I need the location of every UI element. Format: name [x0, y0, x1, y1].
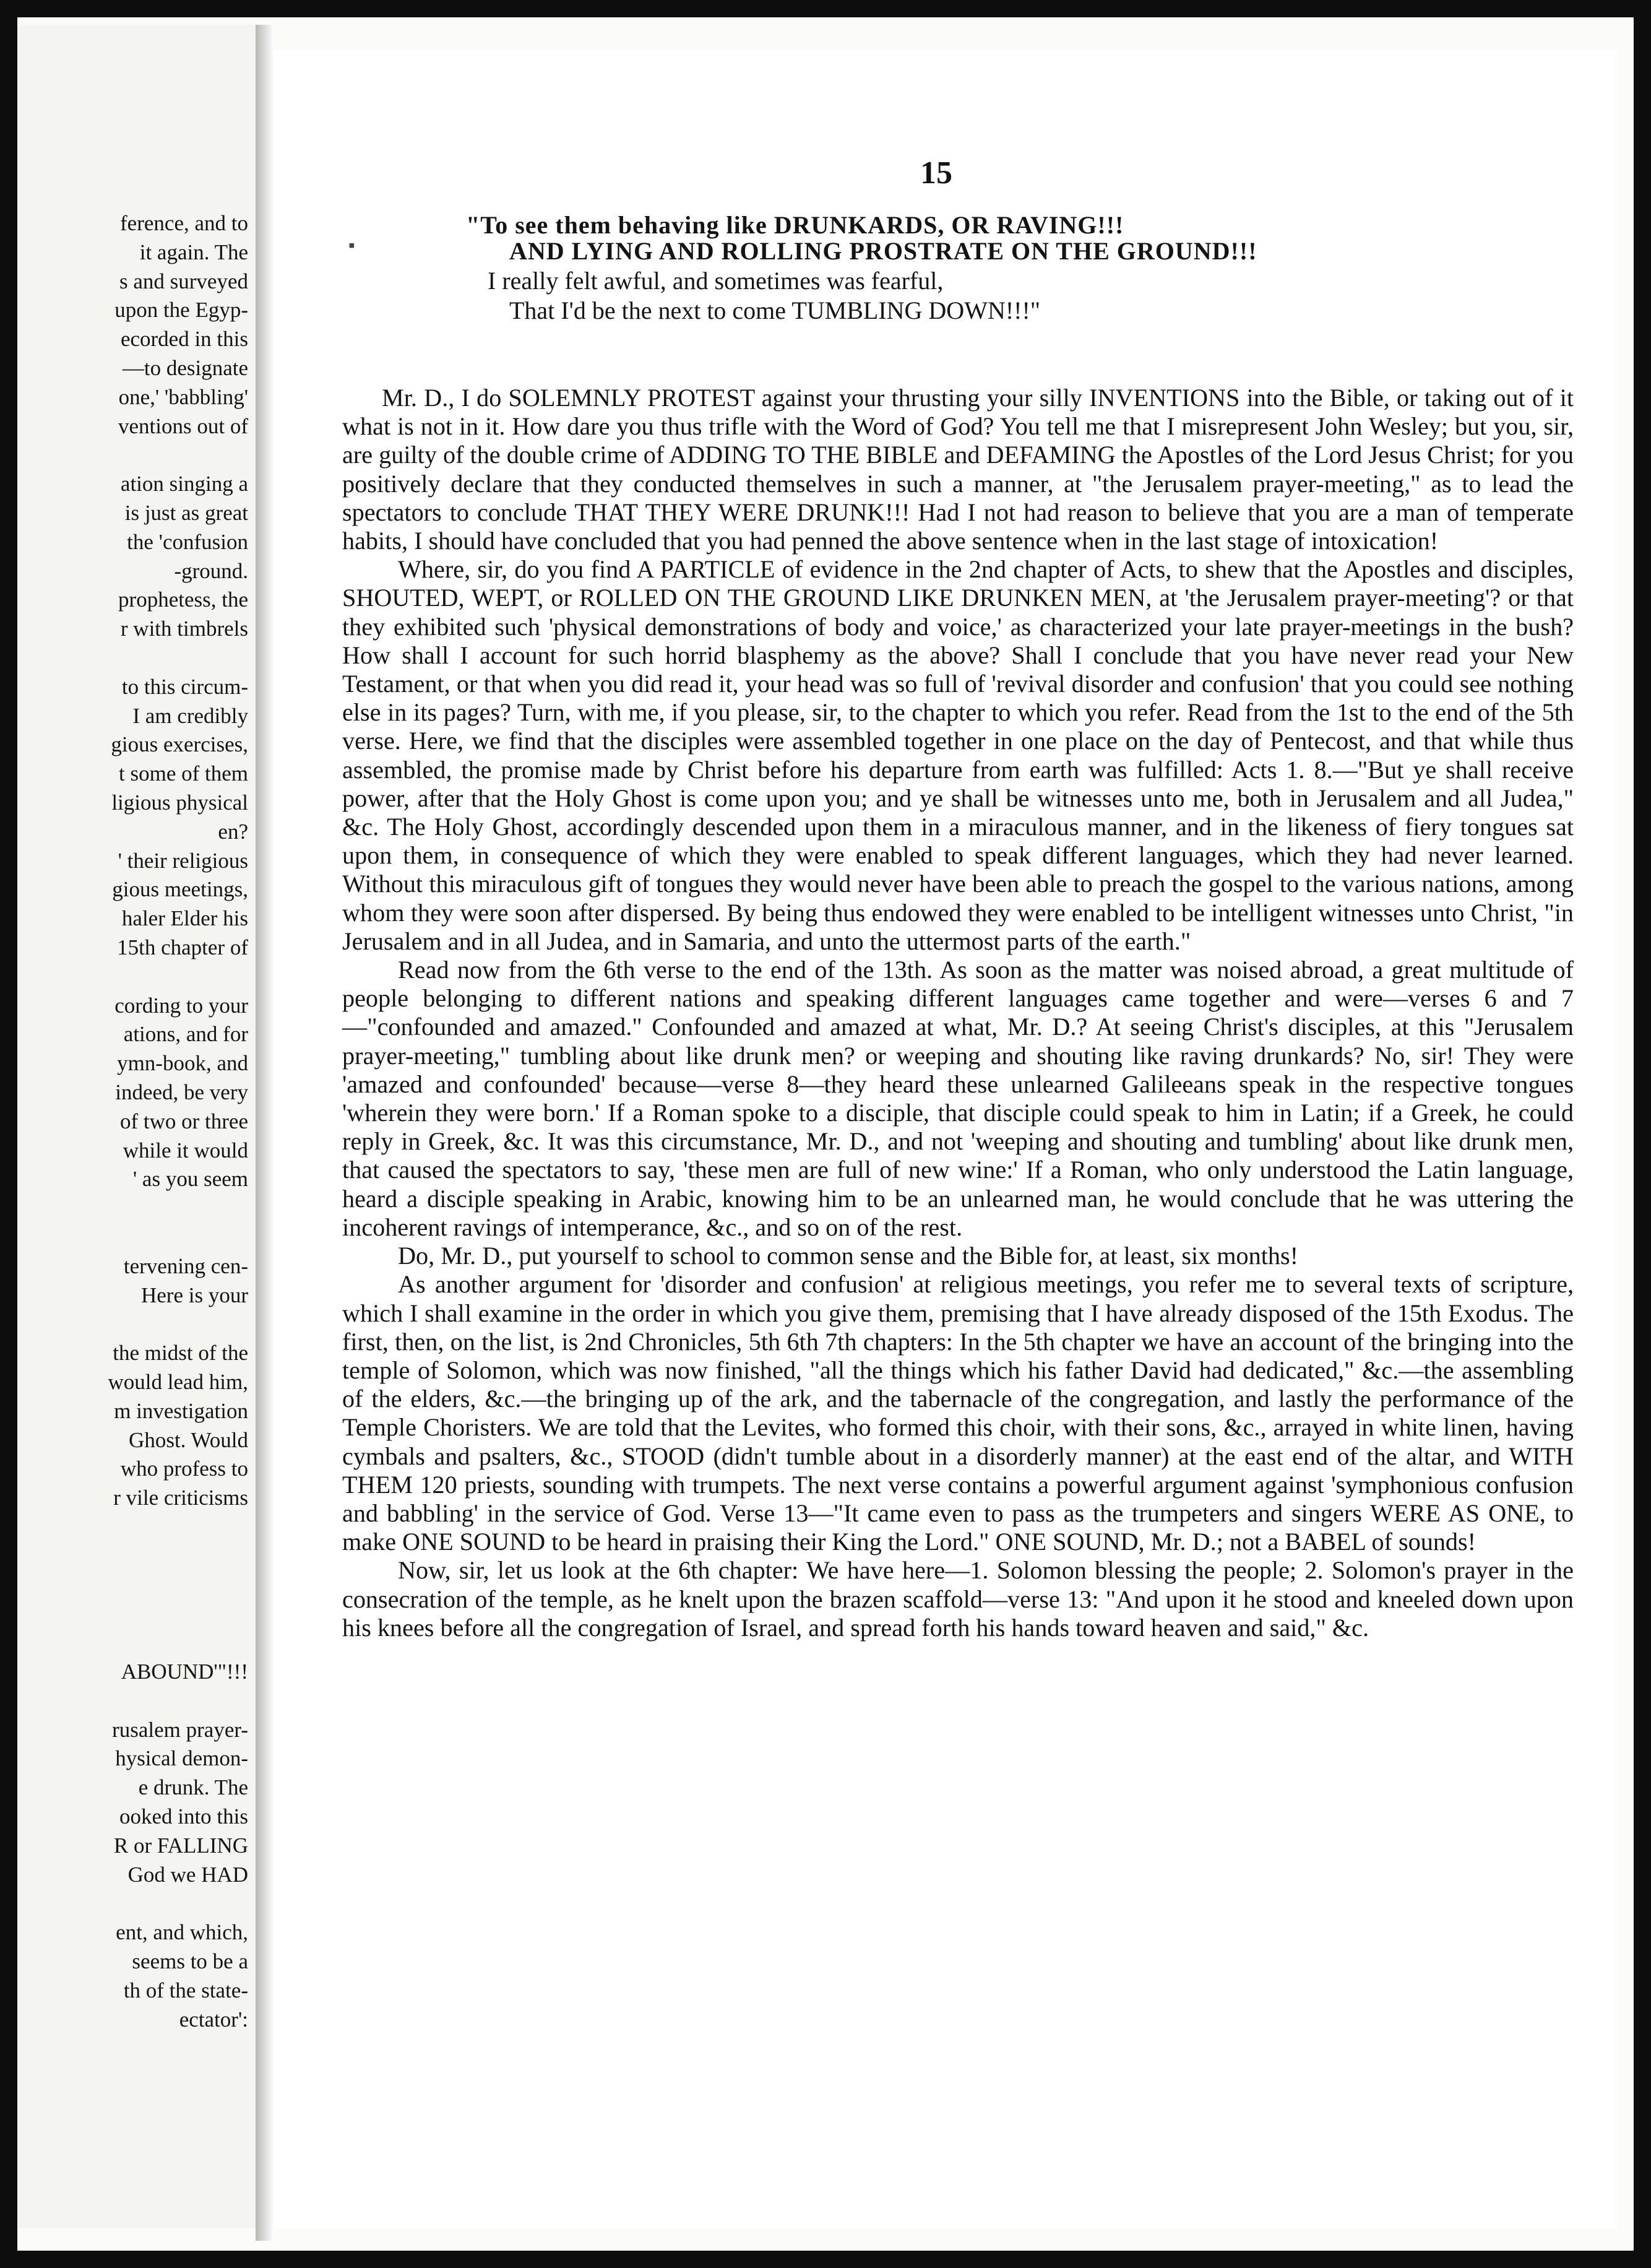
left-page-line: haler Elder his: [121, 906, 248, 931]
left-page-line: gious meetings,: [112, 877, 248, 902]
left-page-line: seems to be a: [132, 1949, 248, 1973]
paragraph: Mr. D., I do SOLEMNLY PROTEST against your thrusting your silly INVENTIONS into the Bible, or taking out of it what is not in it. How dare you thus trifle with the Word of God? You tell me that I misrepresent John Wesley; but you, sir, are guilty of the double crime of ADDING TO THE BIBLE and DEFAMING the Apostles of the Lord Jesus Christ; for you positively declare that they conducted themselves in such a manner, at "the Jerusalem prayer-meeting," as to lead the spectators to conclude THAT THEY WERE DRUNK!!! Had I not had reason to believe that you are a man of temperate habits, I should have concluded that you had penned the above sentence when in the last stage of intoxication!: [342, 384, 1574, 555]
left-page-line: hysical demon-: [115, 1746, 248, 1771]
paragraph: Read now from the 6th verse to the end of the 13th. As soon as the matter was noised abroad, a great multitude of people belonging to different nations and speaking different languages came together and were—verses 6 and 7—"confounded and amazed." Confounded and amazed at what, Mr. D.? At seeing Christ's disciples, at this "Jerusalem prayer-meeting," tumbling about like drunk men? or weeping and shouting like raving drunkards? No, sir! They were 'amazed and confounded' because—verse 8—they heard these unlearned Galileeans speak in the respective tongues 'wherein they were born.' If a Roman spoke to a disciple, that disciple could speak to him in Latin; if a Greek, he could reply in Greek, &c. It was this circumstance, Mr. D., and not 'weeping and shouting and tumbling' about like drunk men, that caused the spectators to say, 'these men are full of new wine:' If a Roman, who only understood the Latin language, heard a disciple speaking in Arabic, knowing him to be an unlearned man, he would conclude that he was uttering the incoherent ravings of intemperance, &c., and so on of the rest.: [342, 956, 1574, 1241]
left-page-line: Here is your: [140, 1283, 248, 1307]
left-page-line: -ground.: [174, 558, 248, 583]
left-page-line: ooked into this: [119, 1804, 248, 1829]
left-page-line: en?: [218, 819, 248, 844]
left-page-line: ectator':: [179, 2007, 248, 2032]
left-page-line: it again. The: [139, 240, 248, 264]
left-page-line: ligious physical: [111, 790, 248, 815]
page-gutter: [256, 25, 274, 2241]
left-page-line: the 'confusion: [127, 529, 248, 554]
left-page-line: —to designate: [122, 356, 248, 380]
left-page-line: rusalem prayer-: [112, 1717, 248, 1742]
left-page-line: one,' 'babbling': [118, 384, 248, 409]
left-facing-page: [17, 25, 256, 2228]
left-page-line: gious exercises,: [111, 732, 248, 757]
left-page-line: to this circum-: [121, 674, 248, 699]
left-page-line: while it would: [123, 1138, 248, 1162]
left-page-line: s and surveyed: [119, 269, 248, 293]
paragraph: Do, Mr. D., put yourself to school to common sense and the Bible for, at least, six months!: [398, 1242, 1298, 1270]
left-page-line: e drunk. The: [138, 1775, 248, 1800]
left-page-line: indeed, be very: [115, 1080, 248, 1104]
left-page-line: ' their religious: [118, 848, 248, 873]
left-page-line: r vile criticisms: [113, 1486, 248, 1510]
left-page-line: tervening cen-: [123, 1253, 248, 1278]
left-page-line: m investigation: [114, 1398, 248, 1423]
left-page-line: ference, and to: [120, 211, 248, 235]
left-page-line: the midst of the: [113, 1341, 248, 1366]
left-page-line: ations, and for: [123, 1022, 248, 1047]
left-page-line: God we HAD: [127, 1862, 248, 1887]
left-page-line: ent, and which,: [116, 1920, 248, 1945]
verse-line: AND LYING AND ROLLING PROSTRATE ON THE GROUND!!!: [509, 237, 1257, 265]
paragraph: Now, sir, let us look at the 6th chapter: We have here—1. Solomon blessing the people; 2. Solomon's prayer in the consecration of the temple, as he knelt upon the brazen scaffold—verse 13: "And upon it he stood and kneeled down upon his knees before all the congregation of Israel, and spread forth his hands toward heaven and said," &c.: [342, 1556, 1574, 1642]
left-page-line: ation singing a: [120, 472, 248, 496]
left-page-line: ventions out of: [118, 413, 248, 438]
left-page-line: ymn-book, and: [117, 1051, 248, 1076]
left-page-line: ecorded in this: [120, 327, 248, 352]
left-page-line: Ghost. Would: [129, 1427, 248, 1452]
left-page-line: ABOUND'"!!!: [121, 1660, 248, 1684]
left-page-line: t some of them: [119, 761, 248, 786]
ink-mark: ▪: [348, 235, 355, 256]
left-page-line: I am credibly: [132, 703, 248, 728]
right-page: [274, 50, 1617, 2228]
left-page-line: prophetess, the: [118, 587, 248, 612]
left-page-line: ' as you seem: [132, 1167, 248, 1192]
left-page-line: of two or three: [119, 1109, 248, 1133]
left-page-line: R or FALLING: [113, 1833, 248, 1858]
body-text: [342, 384, 1574, 1642]
verse-line: I really felt awful, and sometimes was fearful,: [488, 267, 944, 295]
verse-line: "To see them behaving like DRUNKARDS, OR RAVING!!!: [466, 211, 1124, 239]
paragraph: As another argument for 'disorder and confusion' at religious meetings, you refer me to several texts of scripture, which I shall examine in the order in which you give them, premising that I have already disposed of the 15th Exodus. The first, then, on the list, is 2nd Chronicles, 5th 6th 7th chapters: In the 5th chapter we have an account of the bringing into the temple of Solomon, which was now finished, "all the things which his father David had dedicated," &c.—the assembling of the elders, &c.—the bringing up of the ark, and the tabernacle of the congregation, and lastly the performance of the Temple Choristers. We are told that the Levites, who formed this choir, with their sons, &c., arrayed in white linen, having cymbals and psalters, &c., STOOD (didn't tumble about in a disorderly manner) at the east end of the altar, and WITH THEM 120 priests, sounding with trumpets. The next verse contains a powerful argument against 'symphonious confusion and babbling' in the service of God. Verse 13—"It came even to pass as the trumpeters and singers WERE AS ONE, to make ONE SOUND to be heard in praising their King the Lord." ONE SOUND, Mr. D.; not a BABEL of sounds!: [342, 1270, 1574, 1556]
left-page-line: would lead him,: [108, 1370, 248, 1394]
verse-line: That I'd be the next to come TUMBLING DOWN!!!": [509, 296, 1041, 324]
left-page-line: 15th chapter of: [117, 935, 248, 959]
paragraph: Where, sir, do you find A PARTICLE of evidence in the 2nd chapter of Acts, to shew that the Apostles and disciples, SHOUTED, WEPT, or ROLLED ON THE GROUND LIKE DRUNKEN MEN, at 'the Jerusalem prayer-meeting'? or that they exhibited such 'physical demonstrations of body and voice,' as characterized your late prayer-meetings in the bush? How shall I account for such horrid blasphemy as the above? Shall I conclude that you have never read your New Testament, or that when you did read it, your head was so full of 'revival disorder and confusion' that you could see nothing else in its pages? Turn, with me, if you please, sir, to the chapter to which you refer. Read from the 1st to the end of the 5th verse. Here, we find that the disciples were assembled together in one place on the day of Pentecost, and that while thus assembled, the promise made by Christ before his departure from earth was fulfilled: Acts 1. 8.—"But ye shall receive power, after that the Holy Ghost is come upon you; and ye shall be witnesses unto me, both in Jerusalem and all Judea," &c. The Holy Ghost, accordingly descended upon them in a miraculous manner, and in the likeness of fiery tongues sat upon them, in consequence of which they were enabled to speak different languages, which they had never learned. Without this miraculous gift of tongues they would never have been able to preach the gospel to the various nations, among whom they were soon after dispersed. By being thus endowed they were enabled to be intelligent witnesses unto Christ, "in Jerusalem and in all Judea, and in Samaria, and unto the uttermost parts of the earth.": [342, 555, 1574, 955]
left-page-line: is just as great: [124, 501, 248, 525]
page-number: 15: [920, 155, 952, 191]
left-page-line: upon the Egyp-: [114, 298, 248, 322]
left-page-line: r with timbrels: [120, 617, 248, 641]
left-page-line: who profess to: [120, 1456, 248, 1481]
left-page-line: th of the state-: [123, 1978, 248, 2002]
left-page-line: cording to your: [114, 993, 248, 1018]
